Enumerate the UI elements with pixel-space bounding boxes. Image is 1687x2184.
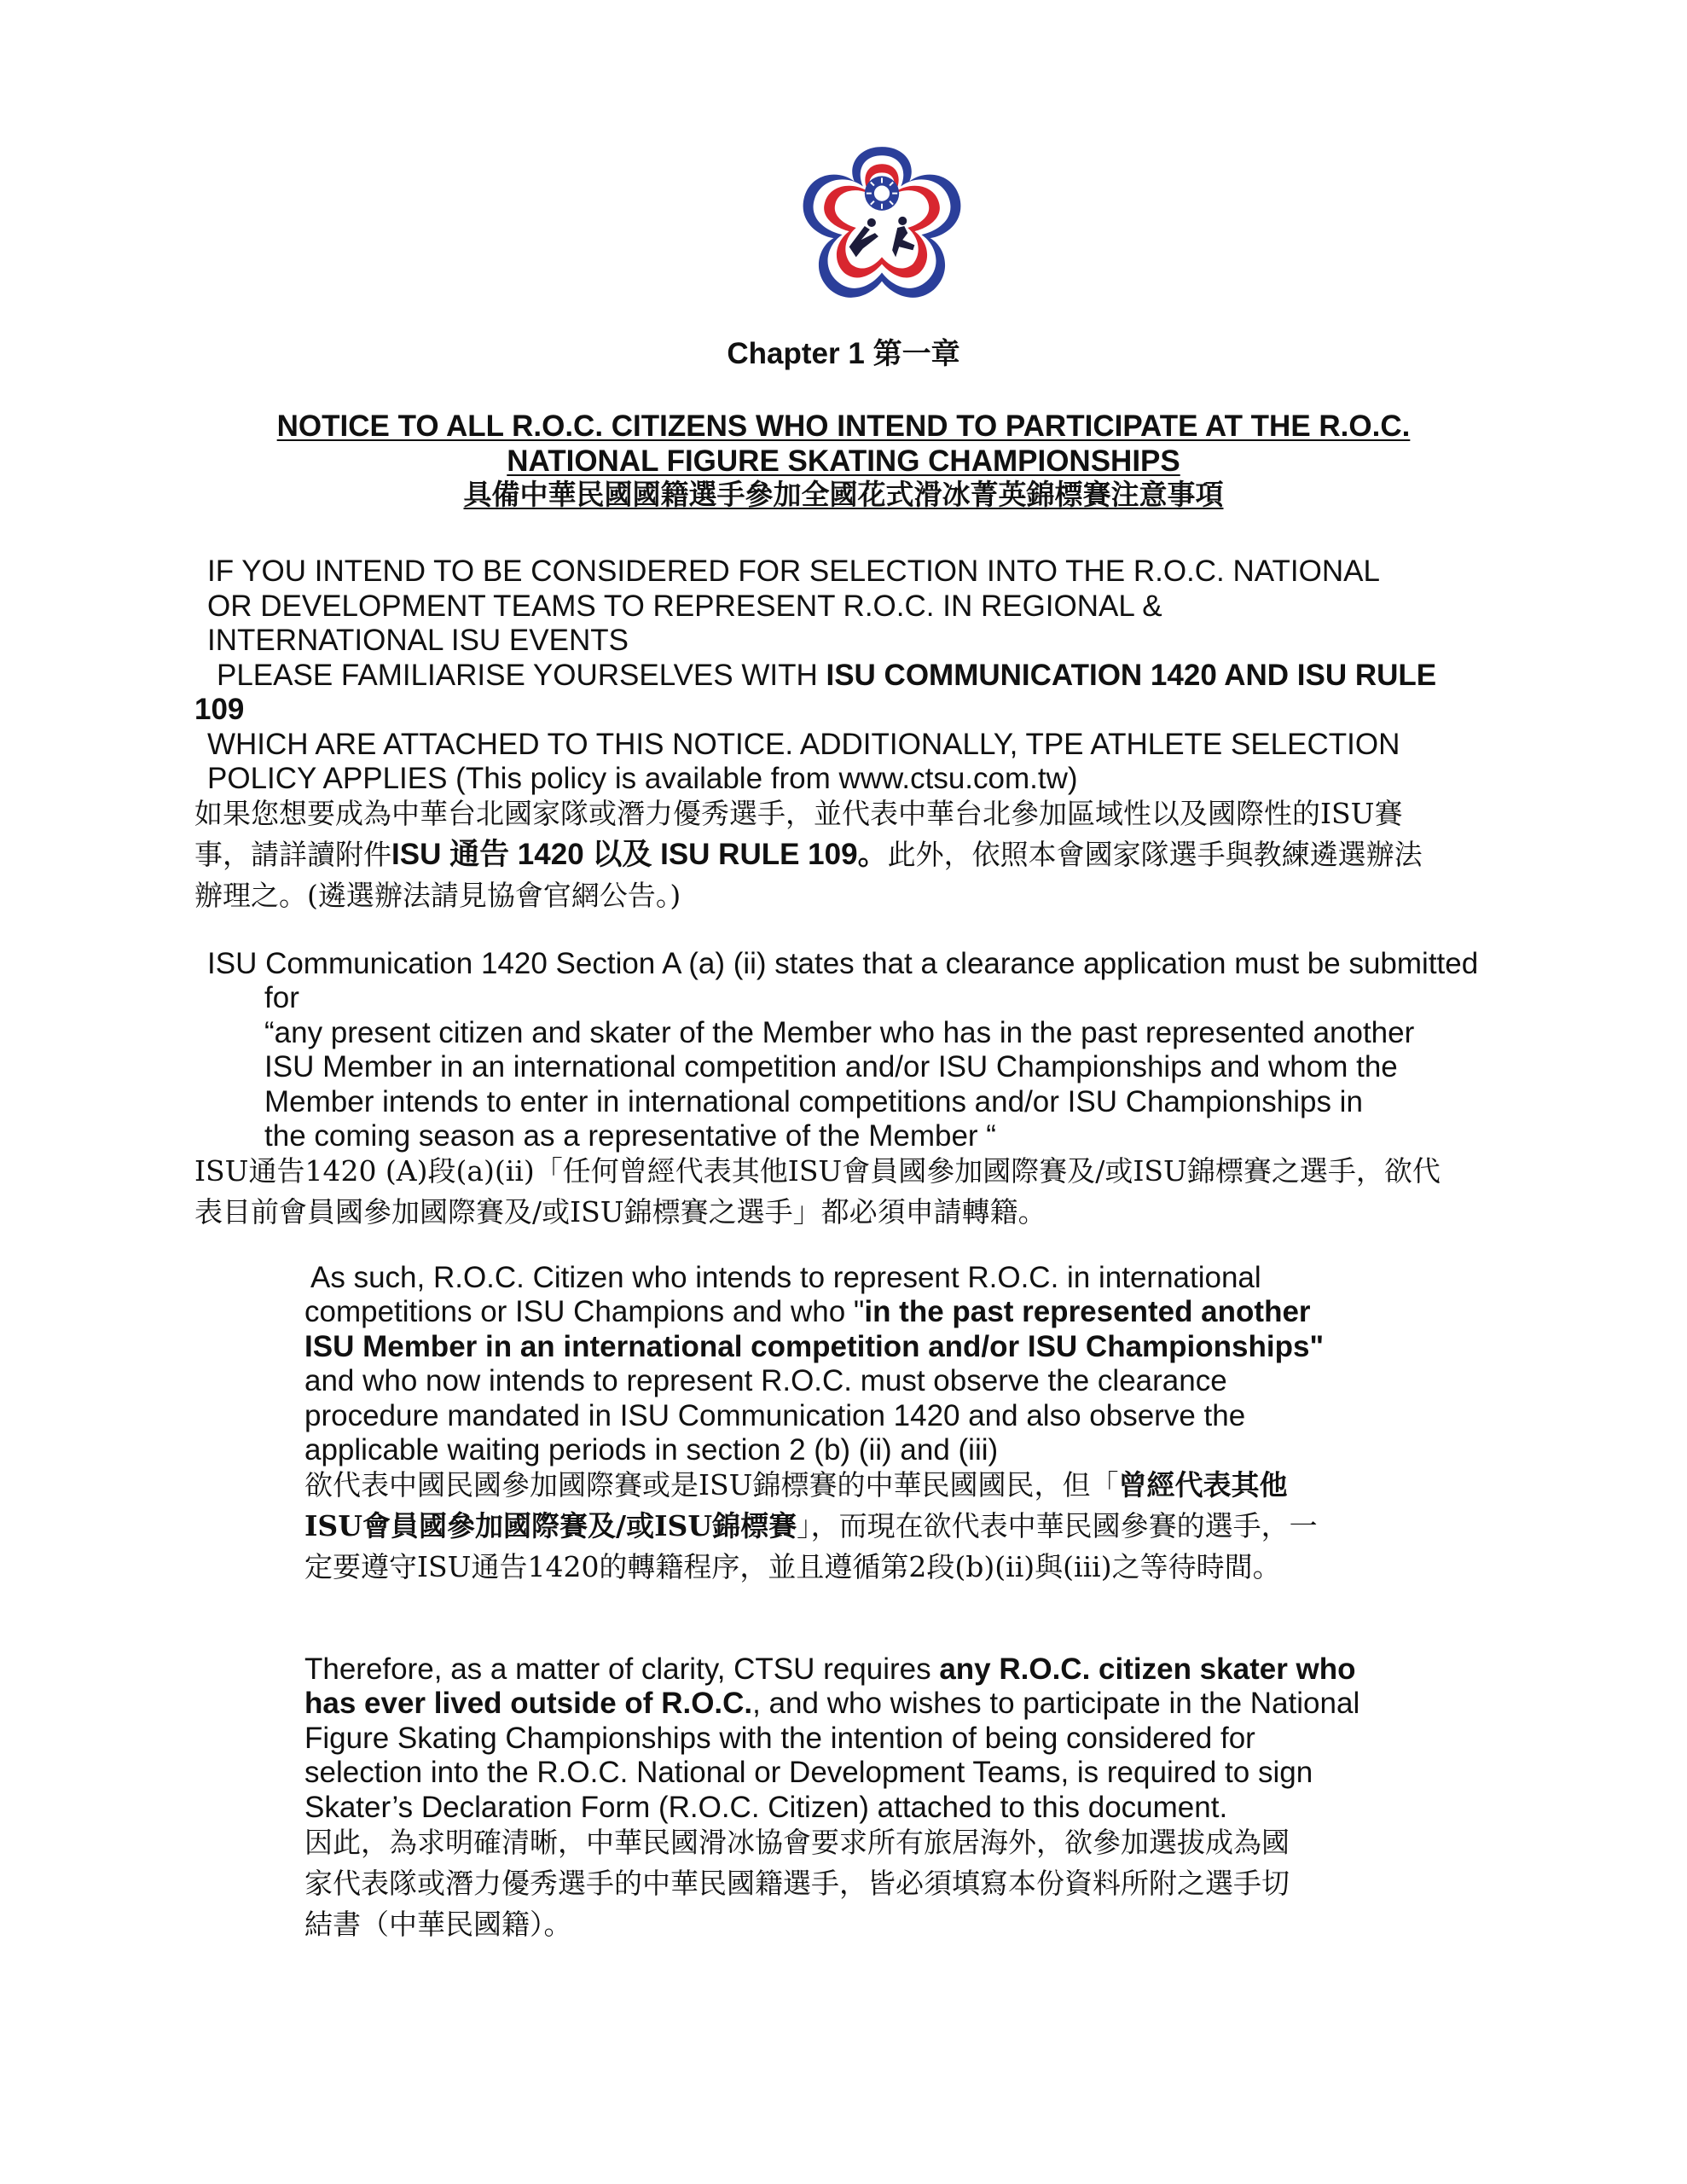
section-a-zh-line-2: 表目前會員國參加國際賽及/或ISU錦標賽之選手」都必須申請轉籍。 [194,1195,1046,1228]
therefore-line-1-emphasis: any R.O.C. citizen skater who [939,1653,1356,1686]
as-such-line-5: procedure mandated in ISU Communication 1420 and also observe the [304,1399,1246,1432]
intro-zh-line-2-suffix: 此外，依照本會國家隊選手與教練遴選辦法 [887,838,1423,871]
therefore-line-2-text: , and who wishes to participate in the National [752,1687,1360,1720]
emblem-sun [865,176,899,210]
as-such-zh-line-2-emphasis: ISU會員國參加國際賽及/或ISU錦標賽 [304,1509,797,1542]
as-such-zh-line-1-emphasis: 曾經代表其他 [1118,1468,1288,1502]
as-such-line-2-text: competitions or ISU Champions and who " [304,1295,865,1328]
section-a-quote-2: ISU Member in an international competition and/or ISU Championships and whom the [264,1050,1398,1083]
as-such-line-2-emphasis: in the past represented another [864,1295,1311,1328]
therefore-line-2-emphasis: has ever lived outside of R.O.C. [304,1687,753,1720]
therefore-zh-line-1: 因此，為求明確清晰，中華民國滑冰協會要求所有旅居海外，欲參加選拔成為國 [304,1826,1290,1859]
intro-line-4-emphasis: ISU COMMUNICATION 1420 AND ISU RULE [826,659,1437,692]
therefore-zh-line-2: 家代表隊或潛力優秀選手的中華民國籍選手，皆必須填寫本份資料所附之選手切 [304,1867,1290,1900]
intro-zh-line-2 [194,834,1423,875]
section-a-quote-3: Member intends to enter in international competitions and/or ISU Championships in [264,1085,1363,1118]
as-such-zh-line-2-text: 」，而現在欲代表中華民國參賽的選手，一 [797,1509,1318,1542]
therefore-line-5: Skater’s Declaration Form (R.O.C. Citizen) attached to this document. [304,1791,1228,1824]
as-such-zh-line-1-text: 欲代表中國民國參加國際賽或是ISU錦標賽的中華民國國民，但「 [304,1468,1119,1502]
notice-title-line-1: NOTICE TO ALL R.O.C. CITIZENS WHO INTEND TO PARTICIPATE AT THE R.O.C. [276,410,1411,443]
intro-line-2: OR DEVELOPMENT TEAMS TO REPRESENT R.O.C. IN REGIONAL & [207,590,1162,623]
intro-line-3: INTERNATIONAL ISU EVENTS [207,624,629,657]
as-such-line-3: ISU Member in an international competition and/or ISU Championships" [304,1330,1325,1363]
chapter-heading [0,334,1687,375]
intro-line-7: POLICY APPLIES (This policy is available from www.ctsu.com.tw) [207,762,1078,795]
notice-title-zh: 具備中華民國國籍選手參加全國花式滑冰菁英錦標賽注意事項 [463,478,1224,511]
chapter-heading-zh: 第一章 [872,337,960,371]
therefore-line-3: Figure Skating Championships with the intention of being considered for [304,1722,1255,1755]
section-a-line-2: for [264,981,299,1014]
section-a-zh-line-1: ISU通告1420 (A)段(a)(ii)「任何曾經代表其他ISU會員國參加國際賽及/或ISU錦標賽之選手，欲代 [194,1154,1441,1188]
section-a-line-1: ISU Communication 1420 Section A (a) (ii) states that a clearance application must be submitted [207,947,1479,980]
therefore-line-4: selection into the R.O.C. National or Development Teams, is required to sign [304,1756,1313,1789]
intro-line-4-text: PLEASE FAMILIARISE YOURSELVES WITH [217,659,826,692]
section-a-quote-4: the coming season as a representative of the Member “ [264,1119,996,1153]
intro-zh-line-3: 辦理之。(遴選辦法請見協會官網公告。) [194,879,681,912]
as-such-line-2 [304,1294,1311,1329]
intro-line-6: WHICH ARE ATTACHED TO THIS NOTICE. ADDITIONALLY, TPE ATHLETE SELECTION [207,728,1400,761]
as-such-line-4: and who now intends to represent R.O.C. must observe the clearance [304,1364,1227,1397]
chapter-heading-en: Chapter 1 [727,337,865,370]
as-such-line-1: As such, R.O.C. Citizen who intends to represent R.O.C. in international [310,1261,1261,1294]
as-such-zh-line-1 [304,1465,1287,1506]
intro-line-5: 109 [194,693,245,726]
ctsu-emblem-logo [796,143,968,307]
section-a-quote-1: “any present citizen and skater of the Member who has in the past represented another [264,1016,1415,1049]
therefore-line-1 [304,1652,1356,1687]
therefore-line-2 [304,1686,1359,1721]
notice-title-line-2: NATIONAL FIGURE SKATING CHAMPIONSHIPS [507,444,1180,478]
intro-line-4 [217,658,1436,693]
therefore-line-1-text: Therefore, as a matter of clarity, CTSU requires [304,1653,940,1686]
as-such-zh-line-2 [304,1506,1318,1547]
as-such-zh-line-3: 定要遵守ISU通告1420的轉籍程序，並且遵循第2段(b)(ii)與(iii)之等待時間。 [304,1550,1281,1583]
therefore-zh-line-3: 結書（中華民國籍）。 [304,1908,572,1941]
emblem-outer-blossom [803,147,961,298]
intro-zh-line-2-text: 事，請詳讀附件 [194,838,391,871]
intro-zh-line-2-emphasis: ISU 通告 1420 以及 ISU RULE 109。 [391,838,888,871]
as-such-line-6: applicable waiting periods in section 2 (b) (ii) and (iii) [304,1433,999,1467]
intro-line-1: IF YOU INTEND TO BE CONSIDERED FOR SELECTION INTO THE R.O.C. NATIONAL [207,555,1380,588]
intro-zh-line-1: 如果您想要成為中華台北國家隊或潛力優秀選手，並代表中華台北參加區域性以及國際性的ISU賽 [194,797,1403,830]
